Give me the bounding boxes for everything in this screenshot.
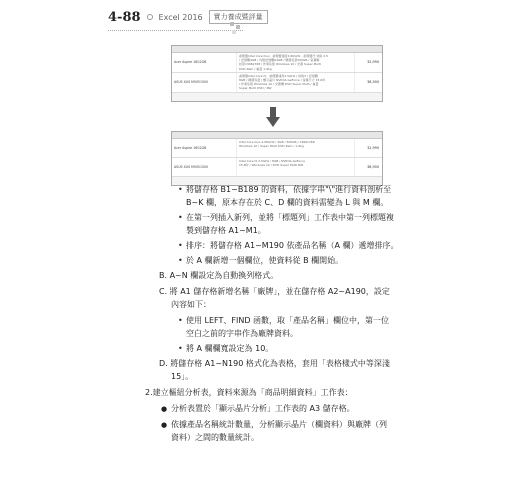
spec-cell: 處理器Intel Core Duo、處理器速度2.66GHz、處理器代 快取 2.5 / 記憶體4GB / 內建記憶體64GB / 硬碟容量500GB / 螢幕解 析度1366x768 / 作業系統 Windows 10 / 光碟 Super Multi DVD Ram / 重量 1.9kg <box>237 53 355 72</box>
table-row <box>172 73 382 93</box>
sheet-footer-strip <box>172 93 382 101</box>
sheet-header-strip <box>172 46 382 53</box>
bullet-item: ● 分析表置於「顯示晶片分析」工作表的 A3 儲存格。 <box>171 403 355 415</box>
section-2-heading: 2.建立樞紐分析表，資料來源為「商品明細資料」工作表： <box>145 388 353 397</box>
excel-screenshot-after <box>171 131 383 186</box>
header-rule <box>108 30 243 31</box>
app-name: Excel 2016 <box>158 12 203 22</box>
step-b: B. A~N 欄設定為自動換列格式。 <box>159 271 279 280</box>
down-arrow-icon <box>266 107 280 127</box>
page-number: 4-88 <box>108 9 141 25</box>
bullet-item: • 將 A 欄欄寬設定為 10。 <box>186 343 273 355</box>
step-c-cont: 內容如下： <box>171 300 211 309</box>
price-cell: 38,900 <box>367 80 379 85</box>
bullet-item: • 於 A 欄新增一個欄位，使資料從 B 欄開始。 <box>186 255 343 267</box>
sheet-header-strip <box>172 132 382 139</box>
spec-cell: Intel Core i5 2.5GHz / 8GB / NVIDIA GeForce 15.6吋 / Windows 10 / DVD Super Multi RW <box>237 158 355 176</box>
excel-screenshot-before <box>171 45 383 102</box>
bullet-item-cont: B~K 欄，原本存在於 C、D 欄的資料需變為 L 與 M 欄。 <box>186 198 389 207</box>
spec-cell: 處理器Intel Core i5、處理器速度2.5GHz / 快取3 / 記憶體 8GB / 硬碟容量 / 顯示晶片 NVIDIA GeForce / 螢幕尺寸 15.6吋 / 作業系統 Windows 10 / 光碟機 DVD Super Multi / 重量 Super Multi DVD / RW <box>237 73 355 92</box>
price-cell: 32,990 <box>367 60 379 65</box>
table-row <box>172 158 382 177</box>
bullet-item-cont: 製到儲存格 A1~M1。 <box>186 226 266 235</box>
product-name-cell: Acer Aspire 16G2GB <box>172 53 237 72</box>
step-c: C. 將 A1 儲存格新增名稱「廠牌」，並在儲存格 A2~A190，設定 <box>159 287 390 296</box>
step-d: D. 將儲存格 A1~N190 格式化為表格，套用「表格樣式中等深淺 <box>159 359 390 368</box>
table-row <box>172 53 382 73</box>
spec-cell: Intel Core Duo 2.66GHz / 4GB / 500GB / 1366x768 Windows 10 / Super Multi DVD Ram / 1.9kg <box>237 139 355 157</box>
bullet-item: • 使用 LEFT、FIND 函數，取「產品名稱」欄位中，第一位 <box>186 315 389 327</box>
bullet-item: ● 依據產品名稱統計數量，分析顯示晶片（欄資料）與廠牌（列 <box>171 419 387 431</box>
bullet-item-cont: 空白之前的字串作為廠牌資料。 <box>186 329 298 338</box>
product-name-cell: ASUS XUS M5051500 <box>172 73 237 92</box>
product-name-cell: ASUS XUS M5051500 <box>172 158 237 176</box>
bullet-item: • 在第一列插入新列，並將「標題列」工作表中第一列標題複 <box>186 212 394 224</box>
book-title: 實力養成暨評量 <box>209 10 268 24</box>
price-cell: 32,990 <box>367 146 379 150</box>
bullet-item-cont: 資料）之間的數量統計。 <box>171 433 259 442</box>
step-d-cont: 15」。 <box>171 372 194 381</box>
bullet-item: • 將儲存格 B1~B189 的資料，依據字串"\"進行資料剖析至 <box>186 184 391 196</box>
separator-dot-icon <box>147 14 153 20</box>
page-header <box>108 6 268 28</box>
bullet-item: • 排序：將儲存格 A1~M190 依產品名稱（A 欄）遞增排序。 <box>186 240 399 252</box>
product-name-cell: Acer Aspire 16G2GB <box>172 139 237 157</box>
price-cell: 38,900 <box>367 165 379 169</box>
table-row <box>172 139 382 158</box>
